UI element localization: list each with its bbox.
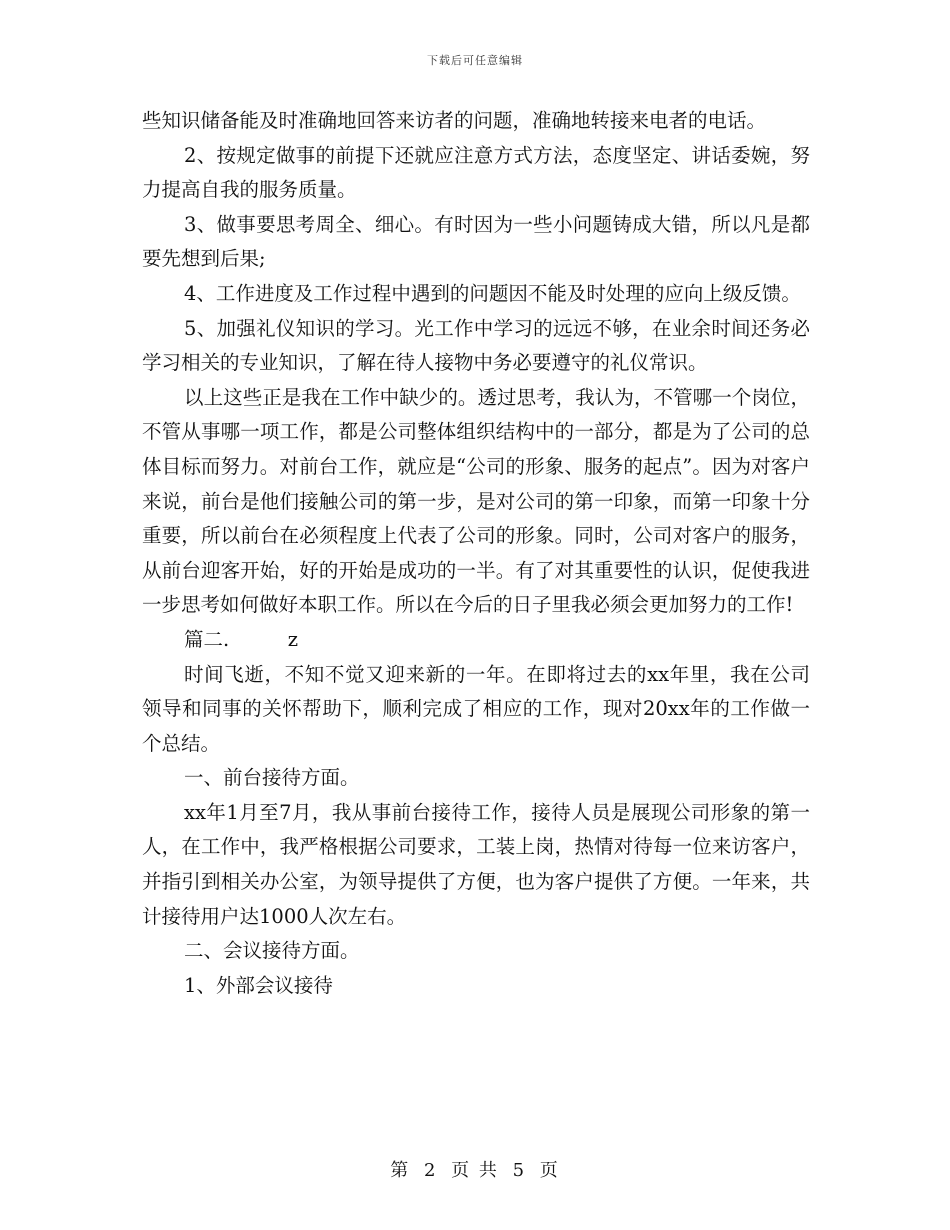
section-heading-meetings: 二、会议接待方面。 xyxy=(184,939,360,963)
page-header: 下载后可任意编辑 xyxy=(427,54,523,67)
paragraph-0: 些知识储备能及时准确地回答来访者的问题，准确地转接来电者的电话。 xyxy=(142,109,767,132)
paragraph-5: 以上这些正是我在工作中缺少的。透过思考，我认为，不管哪一个岗位，不管从事哪一项工作，都是公司整体组织结构中的一部分，都是为了公司的总体目标而努力。对前台工作，就应是“公司的形象、服务的起点”。因为对客户来说，前台是他们接触公司的第一步，是对公司的第一印象，而第一印象十分重要，所以前台在必须程度上代表了公司的形象。同时，公司对客户的服务，从前台迎客开始，好的开始是成功的一半。有了对其重要性的认识，促使我进一步思考如何做好本职工作。所以在今后的日子里我必须会更加努力的工作! xyxy=(142,385,810,617)
footer-page-number: 2 xyxy=(423,1160,438,1181)
subsection-heading-external-meetings: 1、外部会议接待 xyxy=(184,973,333,997)
paragraph-4: 5、加强礼仪知识的学习。光工作中学习的远远不够，在业余时间还务必学习相关的专业知识，了解在待人接物中务必要遵守的礼仪常识。 xyxy=(142,316,810,375)
footer-suffix: 页 xyxy=(539,1160,560,1181)
paragraph-9: xx年1月至7月，我从事前台接待工作，接待人员是展现公司形象的第一人，在工作中，我严格根据公司要求，工装上岗，热情对待每一位来访客户，并指引到相关办公室，为领导提供了方便，也为客户提供了方便。一年来，共计接待用户达1000人次左右。 xyxy=(142,800,810,928)
paragraph-1: 2、按规定做事的前提下还就应注意方式方法，态度坚定、讲话委婉，努力提高自我的服务质量。 xyxy=(142,143,810,202)
paragraph-7: 时间飞逝，不知不觉又迎来新的一年。在即将过去的xx年里，我在公司领导和同事的关怀帮助下，顺利完成了相应的工作，现对20xx年的工作做一个总结。 xyxy=(142,662,810,755)
section-heading-part-two: 篇二. z xyxy=(184,627,298,651)
paragraph-2: 3、做事要思考周全、细心。有时因为一些小问题铸成大错，所以凡是都要先想到后果; xyxy=(142,212,810,271)
page-footer xyxy=(0,1156,950,1182)
document-body xyxy=(142,104,810,1003)
section-heading-reception: 一、前台接待方面。 xyxy=(184,766,360,790)
footer-middle: 页 共 xyxy=(451,1160,499,1181)
paragraph-3: 4、工作进度及工作过程中遇到的问题因不能及时处理的应向上级反馈。 xyxy=(184,281,801,305)
footer-prefix: 第 xyxy=(390,1160,411,1181)
footer-total-pages: 5 xyxy=(512,1160,527,1181)
